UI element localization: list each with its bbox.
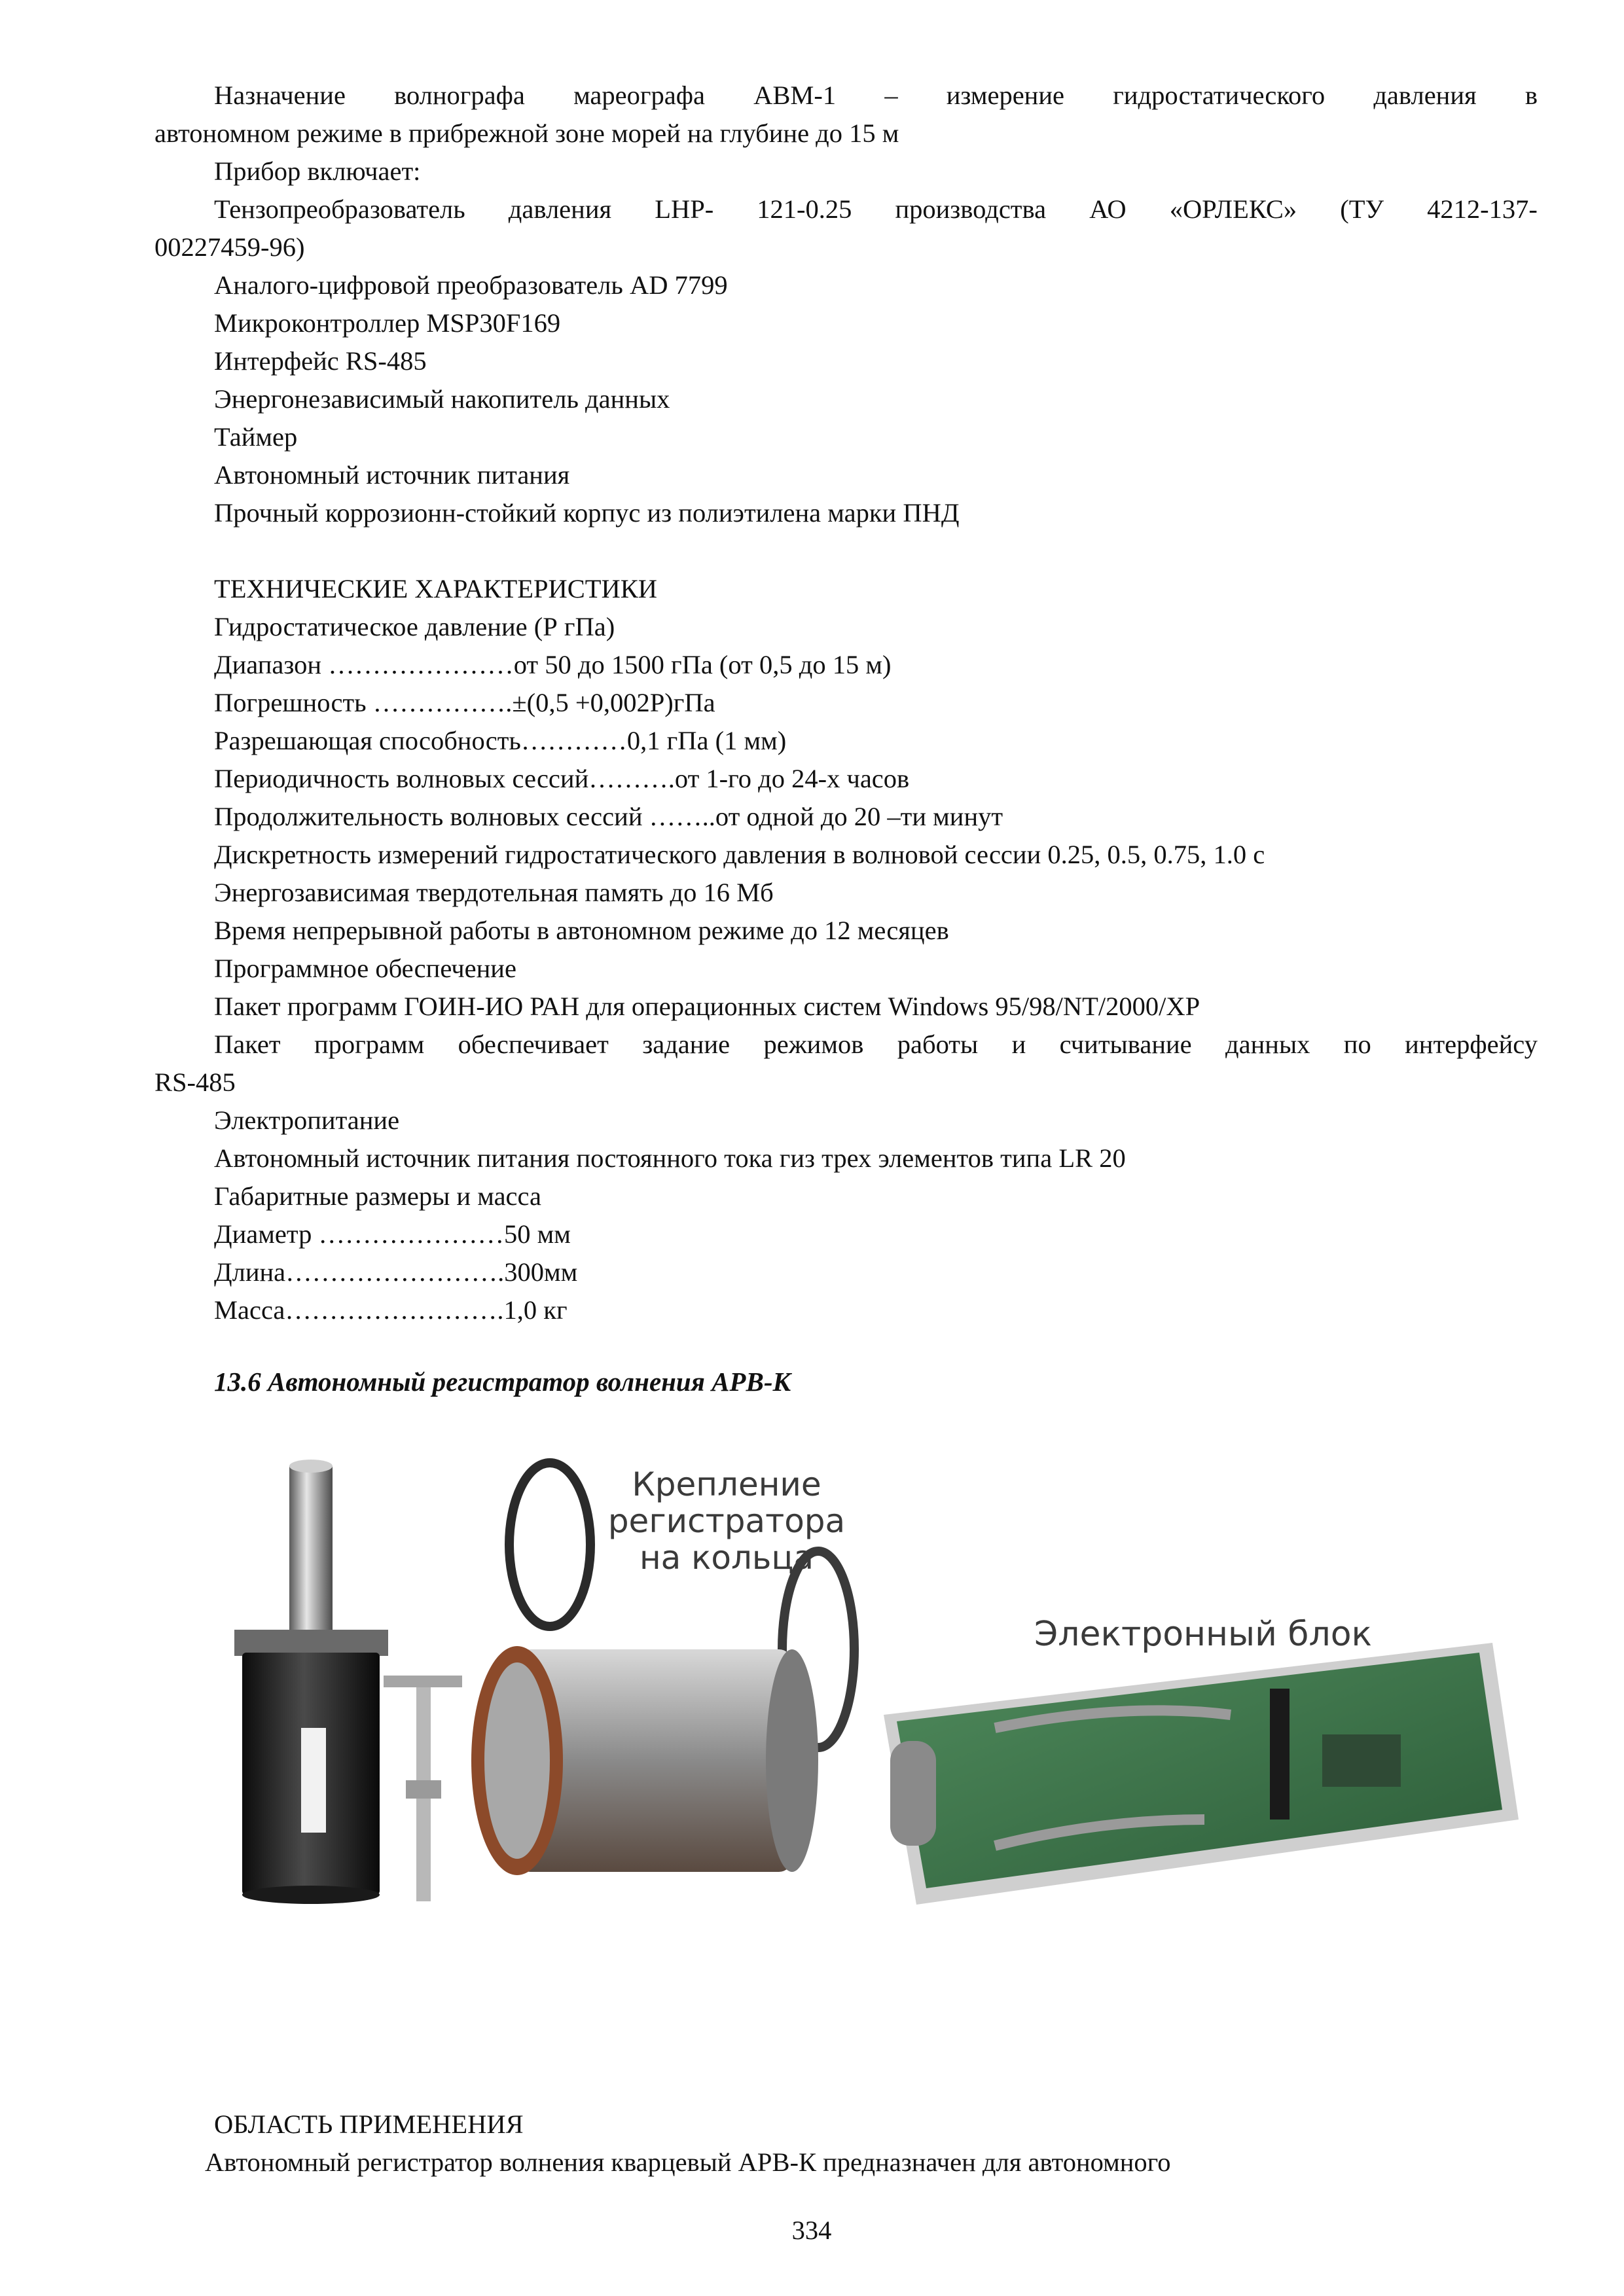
word: производства — [895, 194, 1047, 224]
power-item: Габаритные размеры и масса — [214, 1181, 541, 1211]
word: LHP- — [655, 194, 714, 224]
sensor-line-1 — [214, 196, 1538, 223]
sensor-housing — [234, 1460, 388, 1904]
power-item: Длина…………………….300мм — [214, 1257, 578, 1287]
word: давления — [1373, 81, 1477, 110]
word: по — [1343, 1030, 1371, 1059]
electronic-block-label: Электронный блок — [1034, 1615, 1372, 1654]
word: режимов — [763, 1030, 864, 1059]
word: гидростатического — [1113, 81, 1326, 110]
word: Тензопреобразователь — [214, 194, 465, 224]
electronic-block — [884, 1643, 1519, 1905]
spec-item: Гидростатическое давление (Р гПа) — [214, 612, 615, 641]
application-text: Автономный регистратор волнения кварцевый АРВ-К предназначен для автономного — [205, 2147, 1171, 2177]
component-item: Прочный коррозионн-стойкий корпус из полиэтилена марки ПНД — [214, 498, 960, 528]
includes-title: Прибор включает: — [214, 156, 421, 186]
specs-title: ТЕХНИЧЕСКИЕ ХАРАКТЕРИСТИКИ — [214, 574, 658, 603]
software-line-2: RS-485 — [154, 1067, 236, 1097]
intro-line-2: автономном режиме в прибрежной зоне морей на глубине до 15 м — [154, 118, 899, 148]
power-item: Масса…………………….1,0 кг — [214, 1295, 568, 1325]
mount-label-line: Крепление — [632, 1465, 821, 1503]
component-item: Аналого-цифровой преобразователь AD 7799 — [214, 270, 728, 300]
word: 121-0.25 — [757, 194, 852, 224]
word: интерфейсу — [1405, 1030, 1538, 1059]
word: задание — [642, 1030, 731, 1059]
spec-item: Разрешающая способность…………0,1 гПа (1 мм) — [214, 726, 787, 755]
word: измерение — [946, 81, 1065, 110]
intro-line-1 — [214, 82, 1538, 109]
word: программ — [314, 1030, 425, 1059]
word: и — [1011, 1030, 1026, 1059]
component-item: Интерфейс RS-485 — [214, 346, 427, 376]
application-title: ОБЛАСТЬ ПРИМЕНЕНИЯ — [214, 2109, 524, 2139]
device-photo — [209, 1453, 1545, 1924]
word: мареографа — [573, 81, 705, 110]
word: 4212-137- — [1427, 194, 1538, 224]
device-illustration — [209, 1453, 1545, 1924]
spec-item: Время непрерывной работы в автономном режиме до 12 месяцев — [214, 916, 949, 945]
mount-label-line: регистратора — [607, 1502, 846, 1540]
spec-item: Энергозависимая твердотельная память до 16 Мб — [214, 878, 774, 907]
power-item: Автономный источник питания постоянного тока гиз трех элементов типа LR 20 — [214, 1143, 1126, 1173]
word: АВМ-1 — [753, 81, 837, 110]
caliper — [384, 1676, 462, 1901]
mount-label — [579, 1466, 874, 1576]
page-number: 334 — [791, 2215, 832, 2245]
component-item: Автономный источник питания — [214, 460, 570, 490]
power-item: Электропитание — [214, 1105, 400, 1135]
word: Назначение — [214, 81, 346, 110]
word: АО — [1089, 194, 1127, 224]
spec-item: Погрешность …………….±(0,5 +0,002Р)гПа — [214, 688, 715, 717]
word: «ОРЛЕКС» — [1169, 194, 1297, 224]
word: обеспечивает — [458, 1030, 609, 1059]
word: работы — [897, 1030, 979, 1059]
mount-label-line: на кольца — [639, 1539, 814, 1577]
power-item: Диаметр …………………50 мм — [214, 1219, 571, 1249]
word: (ТУ — [1340, 194, 1384, 224]
word: – — [884, 81, 898, 110]
word: волнографа — [394, 81, 525, 110]
spec-item: Дискретность измерений гидростатического давления в волновой сессии 0.25, 0.5, 0.75, 1.0 с — [214, 840, 1265, 869]
word: данных — [1225, 1030, 1310, 1059]
component-item: Микроконтроллер MSP30F169 — [214, 308, 561, 338]
word: давления — [508, 194, 612, 224]
spec-item: Диапазон …………………от 50 до 1500 гПа (от 0,5 до 15 м) — [214, 650, 892, 679]
spec-item: Программное обеспечение — [214, 954, 516, 983]
spec-item: Пакет программ ГОИН-ИО РАН для операционных систем Windows 95/98/NT/2000/XP — [214, 992, 1200, 1021]
spec-item: Периодичность волновых сессий……….от 1-го до 24-х часов — [214, 764, 910, 793]
word: в — [1525, 81, 1538, 110]
software-line-1 — [214, 1031, 1538, 1058]
component-item: Таймер — [214, 422, 298, 452]
component-item: Энергонезависимый накопитель данных — [214, 384, 670, 414]
word: считывание — [1059, 1030, 1192, 1059]
section-heading: 13.6 Автономный регистратор волнения АРВ-К — [214, 1367, 791, 1397]
sensor-line-2: 00227459-96) — [154, 232, 305, 262]
spec-item: Продолжительность волновых сессий ……..от одной до 20 –ти минут — [214, 802, 1003, 831]
word: Пакет — [214, 1030, 281, 1059]
